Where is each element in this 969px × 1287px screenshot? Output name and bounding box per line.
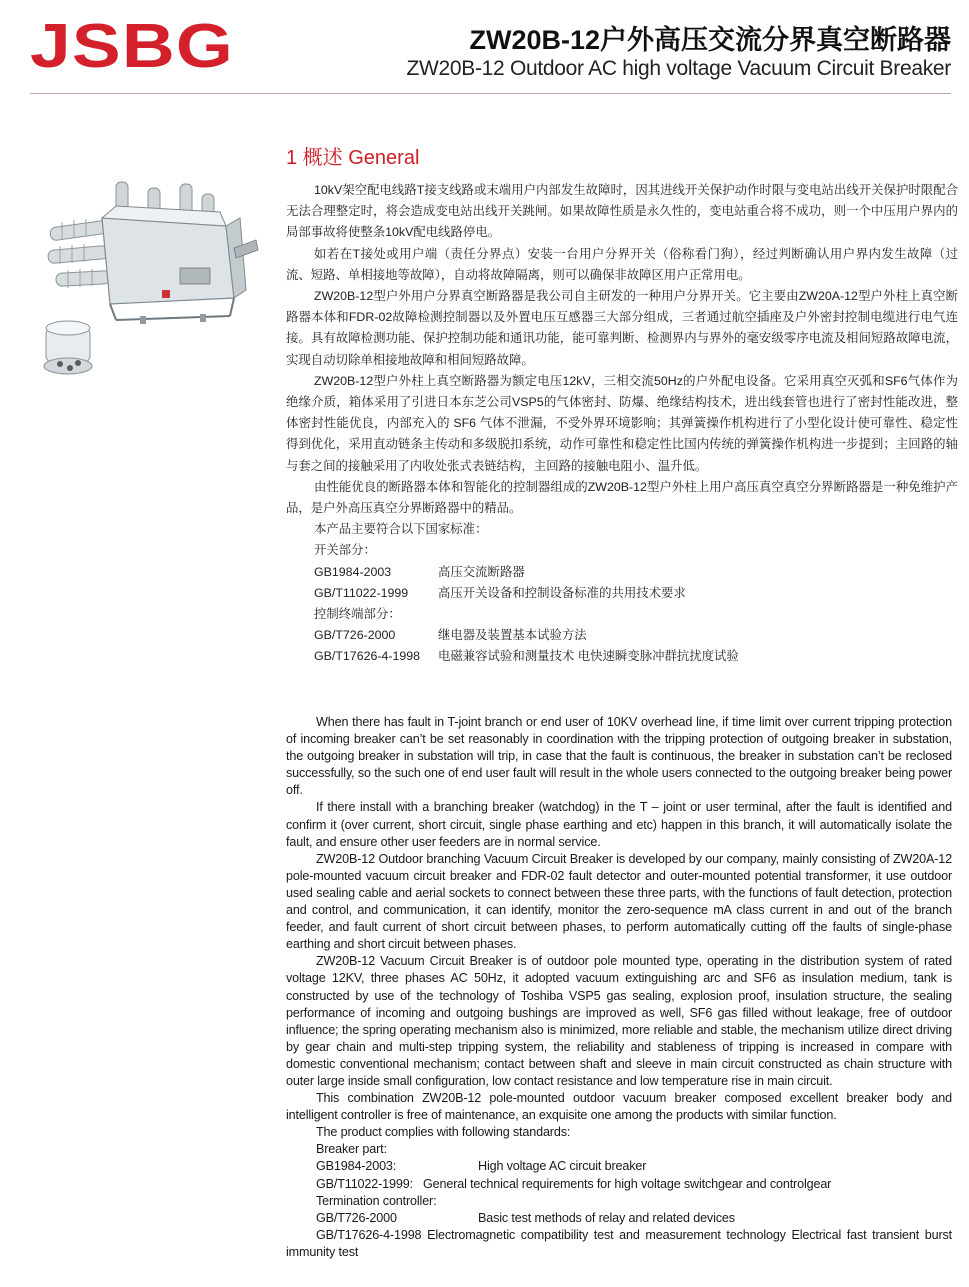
cn-paragraph: 如若在T接处或用户端（责任分界点）安装一台用户分界开关（俗称看门狗），经过判断确认用户界内发生故障（过流、短路、单相接地等故障），自动将故障隔离，则可以确保非故障区用户正常用电。: [286, 246, 958, 282]
en-paragraph: When there has fault in T-joint branch or end user of 10KV overhead line, if time limit over current tripping protection of incoming breaker can’t be set reasonably in coordination with the tripping protection of outgoing breaker in substation, the outgoing breaker in substation will trip, in case that the fault is continuous, the breaker in substation can’t be reclosed successfully, so the such one of end user fault will result in the whole users connected to the outgoing breaker being power off.: [286, 715, 952, 798]
en-termination-part-label: Termination controller:: [316, 1193, 437, 1208]
product-image: [30, 178, 262, 388]
page-title-en: ZW20B-12 Outdoor AC high voltage Vacuum Circuit Breaker: [406, 57, 951, 80]
en-standard-row: [286, 1176, 952, 1193]
standard-code: GB/T726-2000: [316, 1210, 397, 1225]
standard-code: GB/T726-2000: [314, 628, 396, 643]
cn-paragraph: ZW20B-12型户外柱上真空断路器为额定电压12kV，三相交流50Hz的户外配电设备。它采用真空灭弧和SF6气体作为绝缘介质，箱体采用了引进日本东芝公司VSP5的气体密封、防爆、绝缘结构技术，进出线套管也进行了密封性能改进，整体密封性能优良，内部充入的 SF6 气体不泄漏，不受外界环境影响；其弹簧操作机构进行了小型化设计使可靠性、稳定性得到优化，采用直动链条主传动和多级脱扣系统，动作可靠性和稳定性比国内传统的弹簧操作机构进一步提到；主回路的轴与套之间的接触采用了内收处张式表链结构，主回路的接触电阻小、温升低。: [286, 373, 958, 473]
page-title-cn: ZW20B-12户外高压交流分界真空断路器: [469, 25, 951, 55]
cn-paragraph: 10kV架空配电线路T接支线路或末端用户内部发生故障时，因其进线开关保护动作时限与变电站出线开关保护时限配合无法合理整定时，将会造成变电站出线开关跳闸。如果故障性质是永久性的，变电站重合将不成功，则一个中压用户界内的局部事故将使整条10kV配电线路停电。: [286, 183, 958, 240]
standard-name: 高压交流断路器: [438, 564, 525, 579]
standard-name: Basic test methods of relay and related devices: [478, 1210, 735, 1225]
en-standards-intro: The product complies with following standards:: [316, 1125, 571, 1140]
cn-standards-intro: 本产品主要符合以下国家标准：: [314, 522, 488, 537]
en-paragraph: ZW20B-12 Vacuum Circuit Breaker is of outdoor pole mounted type, operating in the distribution system of rated voltage 12KV, three phases AC 50Hz, it adopted vacuum extinguishing arc and SF6 as insulation medium, tank is constructed by use of the technology of Toshiba VSP5 gas sealing, explosion proof, insulation structure, the sealing performance of incoming and outgoing bushings are improved as well, SF6 gas filled without leakage, free of outdoor influence; the spring operating mechanism also is minimized, more reliable and stable, the mechanism utilize direct driving by gear chain and multi-step tripping system, the reliability and stableness of tripping is increased in compare with domestic conventional mechanism; contact between shaft and sleeve in main circuit constructed as chain structure with outer large inside small configuration, low contact resistance and low temperature rise in main circuit.: [286, 954, 952, 1088]
standard-code: GB/T17626-4-1998: [314, 649, 421, 664]
cn-standard-row: [286, 625, 958, 646]
header-divider: [30, 93, 951, 94]
standard-name: 继电器及装置基本试验方法: [438, 628, 587, 643]
en-standard-row: [286, 1158, 952, 1175]
en-paragraph: This combination ZW20B-12 pole-mounted outdoor vacuum breaker composed excellent breaker body and intelligent controller is free of maintenance, an exquisite one among the products with similar function.: [286, 1091, 952, 1123]
cn-standard-row: [286, 583, 958, 604]
cn-standard-row: [286, 646, 958, 667]
standard-code: GB1984-2003:: [316, 1159, 397, 1174]
en-standard-row: [286, 1210, 952, 1227]
section-title: 1 概述 General: [286, 147, 420, 169]
cn-paragraph: 由性能优良的断路器本体和智能化的控制器组成的ZW20B-12型户外柱上用户高压真空真空分界断路器是一种免维护产品，是户外高压真空分界断路器中的精品。: [286, 479, 958, 516]
standard-code: GB/T11022-1999:: [316, 1176, 413, 1191]
standard-name: 高压开关设备和控制设备标准的共用技术要求: [438, 585, 686, 600]
cn-control-part-label: 控制终端部分：: [314, 607, 401, 622]
standard-name: General technical requirements for high voltage switchgear and controlgear: [422, 1176, 832, 1191]
cn-switch-part-label: 开关部分：: [314, 543, 376, 558]
circuit-breaker-illustration: [44, 182, 258, 374]
en-last-standard: GB/T17626-4-1998 Electromagnetic compatibility test and measurement technology Electrical fast transient burst immunity test: [286, 1227, 952, 1259]
en-paragraph: ZW20B-12 Outdoor branching Vacuum Circuit Breaker is developed by our company, mainly consisting of ZW20A-12 pole-mounted vacuum circuit breaker and FDR-02 fault detector and outer-mounted potential transformer, it use outdoor used sealing cable and aerial sockets to connect between these three parts, with the functions of fault detection, protection and control, and communication, it can identify, monitor the zero-sequence mA class current in and out of the branch feeder, and fault current of short circuit between phases, to perform automatically cutting off the faults of single-phase earthing and short circuit between phases.: [286, 851, 952, 952]
cn-paragraph: ZW20B-12型户外用户分界真空断路器是我公司自主研发的一种用户分界开关。它主要由ZW20A-12型户外柱上真空断路器本体和FDR-02故障检测控制器以及外置电压互感器三大部分组成，三者通过航空插座及户外密封控制电缆进行电气连接。具有故障检测功能、保护控制功能和通讯功能，能可靠判断、检测界内与界外的毫安级零序电流及相间短路故障电流，实现自动切除单相接地故障和相间短路故障。: [286, 289, 958, 367]
standard-name: 电磁兼容试验和测量技术 电快速瞬变脉冲群抗扰度试验: [438, 649, 739, 664]
cn-standard-row: [286, 562, 958, 583]
chinese-body: [286, 180, 958, 668]
en-breaker-part-label: Breaker part:: [316, 1142, 387, 1157]
en-paragraph: If there install with a branching breaker (watchdog) in the T – joint or user terminal, after the fault is identified and confirm it (over current, short circuit, single phase earthing and etc) happen in this branch, it will automatically isolate the fault, and ensure other user feeders are in normal service.: [286, 800, 952, 849]
english-body: [286, 714, 952, 1261]
standard-code: GB/T11022-1999: [314, 585, 409, 600]
company-logo: JSBG: [30, 12, 234, 81]
standard-name: High voltage AC circuit breaker: [478, 1159, 647, 1174]
standard-code: GB1984-2003: [314, 564, 392, 579]
